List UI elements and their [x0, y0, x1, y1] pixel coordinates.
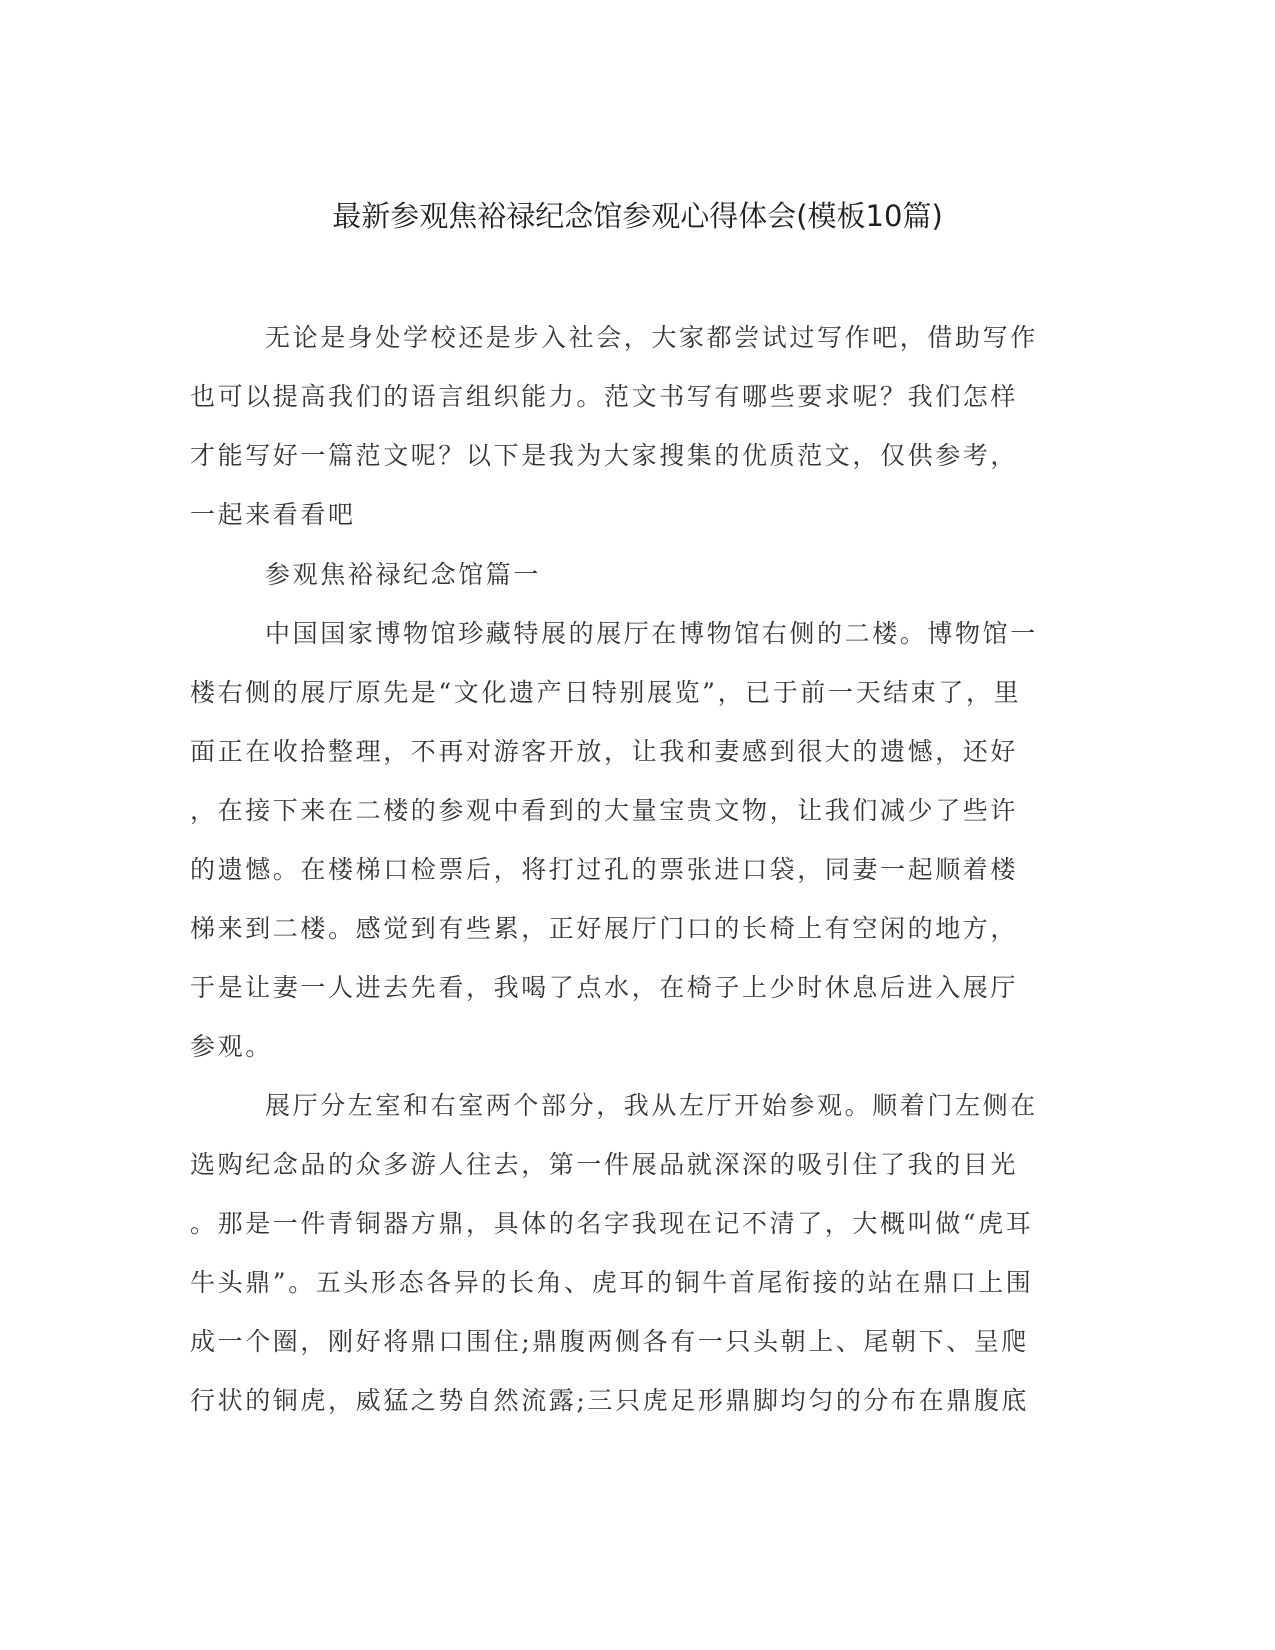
paragraph-2-line-6: 行状的铜虎，威猛之势自然流露;三只虎足形鼎脚均匀的分布在鼎腹底	[190, 1386, 1030, 1415]
paragraph-2-line-5: 成一个圈，刚好将鼎口围住;鼎腹两侧各有一只头朝上、尾朝下、呈爬	[190, 1327, 1030, 1356]
paragraph-2-line-3: 。那是一件青铜器方鼎，具体的名字我现在记不清了，大概叫做“虎耳	[190, 1209, 1034, 1238]
paragraph-2-line-2: 选购纪念品的众多游人往去，第一件展品就深深的吸引住了我的目光	[190, 1150, 1019, 1179]
intro-line-2: 也可以提高我们的语言组织能力。范文书写有哪些要求呢？我们怎样	[190, 382, 1019, 411]
paragraph-2-line-4: 牛头鼎”。五头形态各异的长角、虎耳的铜牛首尾衔接的站在鼎口上围	[190, 1268, 1034, 1297]
paragraph-1-line-7: 于是让妻一人进去先看，我喝了点水，在椅子上少时休息后进入展厅	[190, 973, 1019, 1002]
paragraph-1-line-4: ，在接下来在二楼的参观中看到的大量宝贵文物，让我们减少了些许	[190, 796, 1019, 825]
section-heading: 参观焦裕禄纪念馆篇一	[265, 560, 542, 589]
paragraph-1-line-6: 梯来到二楼。感觉到有些累，正好展厅门口的长椅上有空闲的地方，	[190, 914, 1019, 943]
paragraph-1-line-2: 楼右侧的展厅原先是“文化遗产日特别展览”，已于前一天结束了，里	[190, 678, 1022, 707]
paragraph-1-line-8: 参观。	[190, 1032, 273, 1061]
intro-line-1: 无论是身处学校还是步入社会，大家都尝试过写作吧，借助写作	[265, 323, 1038, 352]
intro-line-3: 才能写好一篇范文呢？以下是我为大家搜集的优质范文，仅供参考，	[190, 441, 1019, 470]
paragraph-1-line-1: 中国国家博物馆珍藏特展的展厅在博物馆右侧的二楼。博物馆一	[265, 619, 1038, 648]
paragraph-1-line-5: 的遗憾。在楼梯口检票后，将打过孔的票张进口袋，同妻一起顺着楼	[190, 855, 1019, 884]
paragraph-1-line-3: 面正在收拾整理，不再对游客开放，让我和妻感到很大的遗憾，还好	[190, 737, 1019, 766]
intro-line-4: 一起来看看吧	[190, 500, 356, 529]
document-title: 最新参观焦裕禄纪念馆参观心得体会(模板10篇)	[332, 199, 943, 233]
paragraph-2-line-1: 展厅分左室和右室两个部分，我从左厅开始参观。顺着门左侧在	[265, 1091, 1038, 1120]
